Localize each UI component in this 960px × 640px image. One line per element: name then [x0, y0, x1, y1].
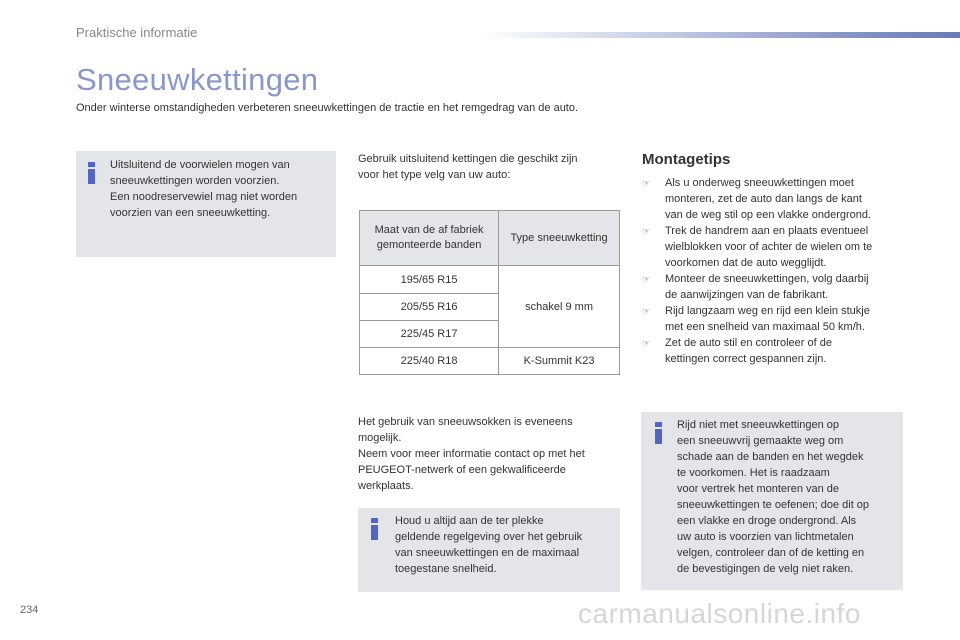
table-header-size: Maat van de af fabriek gemonteerde banden [360, 211, 499, 266]
socks-line: Het gebruik van sneeuwsokken is eveneens [358, 416, 573, 428]
info-line: van sneeuwkettingen en de maximaal [395, 547, 580, 559]
tips-list [642, 175, 912, 367]
tip-line: kettingen correct gespannen zijn. [665, 353, 827, 365]
usage-line: voor het type velg van uw auto: [358, 169, 511, 181]
info-line: sneeuwkettingen te oefenen; doe dit op [677, 499, 870, 511]
info-box-front-wheels [76, 151, 336, 257]
table-cell-size: 225/45 R17 [360, 321, 499, 348]
list-item [642, 175, 912, 223]
list-item [642, 271, 912, 303]
socks-line: werkplaats. [358, 480, 414, 492]
info-icon [86, 162, 96, 184]
list-item [642, 223, 912, 271]
intro-text: Onder winterse omstandigheden verbeteren sneeuwkettingen de tractie en het remgedrag van de auto. [76, 102, 579, 114]
info-line: velgen, controleer dan of de ketting en [677, 547, 865, 559]
arrow-icon: ☞ [642, 306, 651, 316]
info-line: een vlakke en droge ondergrond. Als [677, 515, 857, 527]
page-number: 234 [20, 604, 39, 616]
table-cell-chain: K-Summit K23 [499, 348, 620, 375]
tip-line: Monteer de sneeuwkettingen, volg daarbij [665, 273, 869, 285]
table-header-row [360, 211, 620, 266]
info-icon [369, 518, 379, 540]
socks-line: PEUGEOT-netwerk of een gekwalificeerde [358, 464, 566, 476]
info-line: Houd u altijd aan de ter plekke [395, 515, 544, 527]
arrow-icon: ☞ [642, 274, 651, 284]
tip-line: de aanwijzingen van de fabrikant. [665, 289, 829, 301]
list-item [642, 335, 912, 367]
info-icon [653, 422, 663, 444]
info-line: voor vertrek het monteren van de [677, 483, 840, 495]
arrow-icon: ☞ [642, 338, 651, 348]
watermark: carmanualsonline.info [578, 598, 861, 629]
info-line: een sneeuwvrij gemaakte weg om [677, 435, 844, 447]
table-cell-chain: schakel 9 mm [499, 266, 620, 348]
tip-line: Als u onderweg sneeuwkettingen moet [665, 177, 854, 189]
table-cell-size: 225/40 R18 [360, 348, 499, 375]
info-line: voorzien van een sneeuwketting. [110, 207, 271, 219]
tip-line: met een snelheid van maximaal 50 km/h. [665, 321, 865, 333]
info-line: Uitsluitend de voorwielen mogen van [110, 159, 290, 171]
usage-text [358, 151, 628, 183]
tip-line: van de weg stil op een vlakke ondergrond. [665, 209, 872, 221]
socks-line: Neem voor meer informatie contact op met het [358, 448, 585, 460]
tips-title: Montagetips [642, 151, 731, 168]
usage-line: Gebruik uitsluitend kettingen die geschikt zijn [358, 153, 578, 165]
info-line: de bevestigingen de velg niet raken. [677, 563, 854, 575]
tip-line: Zet de auto stil en controleer of de [665, 337, 832, 349]
arrow-icon: ☞ [642, 178, 651, 188]
tip-line: voorkomen dat de auto wegglijdt. [665, 257, 827, 269]
table-row [360, 348, 620, 375]
info-line: Een noodreservewiel mag niet worden [110, 191, 298, 203]
arrow-icon: ☞ [642, 226, 651, 236]
socks-line: mogelijk. [358, 432, 402, 444]
info-line: Rijd niet met sneeuwkettingen op [677, 419, 840, 431]
table-row [360, 266, 620, 294]
info-line: uw auto is voorzien van lichtmetalen [677, 531, 854, 543]
table-cell-size: 195/65 R15 [360, 266, 499, 294]
snow-socks-text [358, 414, 628, 494]
list-item [642, 303, 912, 335]
info-line: te voorkomen. Het is raadzaam [677, 467, 830, 479]
tip-line: Rijd langzaam weg en rijd een klein stukje [665, 305, 870, 317]
page-title: Sneeuwkettingen [76, 62, 319, 97]
tip-line: wielblokken voor of achter de wielen om te [665, 241, 873, 253]
info-box-warning [641, 412, 903, 590]
section-header: Praktische informatie [76, 25, 198, 40]
header-bar [480, 32, 960, 38]
table-header-chain: Type sneeuwketting [499, 211, 620, 266]
info-box-regulations [358, 508, 620, 592]
chain-size-table [359, 210, 620, 375]
table-cell-size: 205/55 R16 [360, 294, 499, 321]
tip-line: Trek de handrem aan en plaats eventueel [665, 225, 869, 237]
info-line: sneeuwkettingen worden voorzien. [110, 175, 280, 187]
tip-line: monteren, zet de auto dan langs de kant [665, 193, 862, 205]
info-line: geldende regelgeving over het gebruik [395, 531, 583, 543]
info-line: schade aan de banden en het wegdek [677, 451, 864, 463]
info-line: toegestane snelheid. [395, 563, 497, 575]
